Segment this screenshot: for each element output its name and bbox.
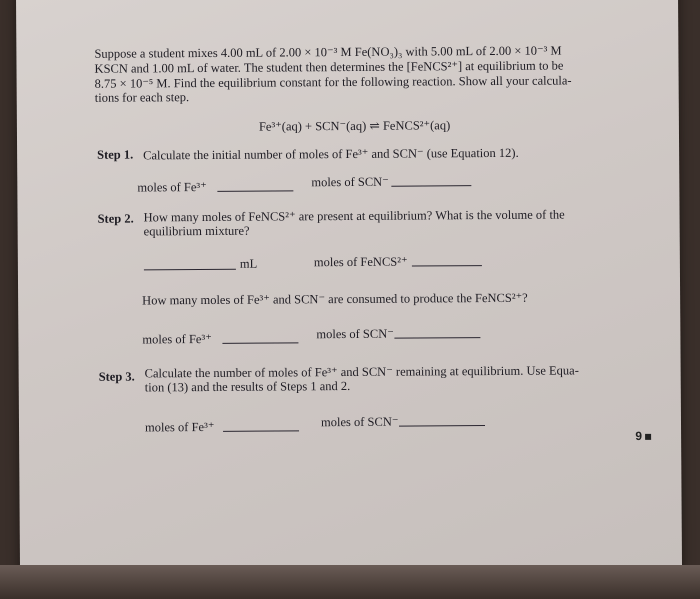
step1-moles-scn-label: moles of SCN⁻	[311, 174, 389, 190]
step2-moles-scn-label: moles of SCN⁻	[316, 326, 394, 342]
step3-label: Step 3.	[98, 369, 135, 384]
step3-moles-scn-label: moles of SCN⁻	[320, 414, 399, 430]
step2-text-2: equilibrium mixture?	[143, 223, 250, 239]
intro-line-1: Suppose a student mixes 4.00 mL of 2.00 × 10⁻³ M Fe(NO₃)₃ with 5.00 mL of 2.00 × 10⁻³ M	[94, 43, 562, 61]
step3-text-1: Calculate the number of moles of Fe³⁺ and SCN⁻ remaining at equilibrium. Use Equa-	[144, 363, 579, 381]
step2-consumed-question: How many moles of Fe³⁺ and SCN⁻ are consumed to produce the FeNCS²⁺?	[142, 290, 528, 308]
step3-moles-scn-blank[interactable]	[399, 425, 485, 427]
step1-moles-fe-label: moles of Fe³⁺	[137, 179, 207, 195]
step1-text: Calculate the initial number of moles of Fe³⁺ and SCN⁻ (use Equation 12).	[143, 145, 519, 163]
step3-moles-fe-label: moles of Fe³⁺	[144, 419, 215, 435]
step2-moles-scn-blank[interactable]	[394, 337, 480, 339]
worksheet-page	[16, 0, 682, 575]
step2-volume-blank[interactable]	[144, 269, 236, 271]
step2-moles-fencs-label: moles of FeNCS²⁺	[313, 254, 408, 270]
intro-line-2: KSCN and 1.00 mL of water. The student then determines the [FeNCS²⁺] at equilibrium to be	[94, 58, 564, 76]
intro-line-3: 8.75 × 10⁻⁵ M. Find the equilibrium constant for the following reaction. Show all your calcula-	[94, 73, 572, 91]
page-number: 9	[635, 429, 651, 443]
step1-moles-fe-blank[interactable]	[217, 190, 293, 192]
step2-moles-fencs-blank[interactable]	[412, 265, 482, 266]
intro-line-4: tions for each step.	[94, 90, 190, 105]
step3-moles-fe-blank[interactable]	[223, 430, 299, 432]
step2-moles-fe-blank[interactable]	[222, 342, 298, 344]
step2-moles-fe-label: moles of Fe³⁺	[142, 331, 212, 347]
step1-moles-scn-blank[interactable]	[391, 185, 471, 187]
step2-text-1: How many moles of FeNCS²⁺ are present at equilibrium? What is the volume of the	[143, 207, 565, 225]
background-surface	[0, 565, 700, 599]
step2-label: Step 2.	[97, 211, 134, 226]
step2-ml-unit: mL	[239, 256, 258, 271]
reaction-equation: Fe³⁺(aq) + SCN⁻(aq) ⇌ FeNCS²⁺(aq)	[258, 118, 451, 134]
step3-text-2: tion (13) and the results of Steps 1 and 2.	[144, 378, 351, 395]
step1-label: Step 1.	[97, 147, 134, 162]
